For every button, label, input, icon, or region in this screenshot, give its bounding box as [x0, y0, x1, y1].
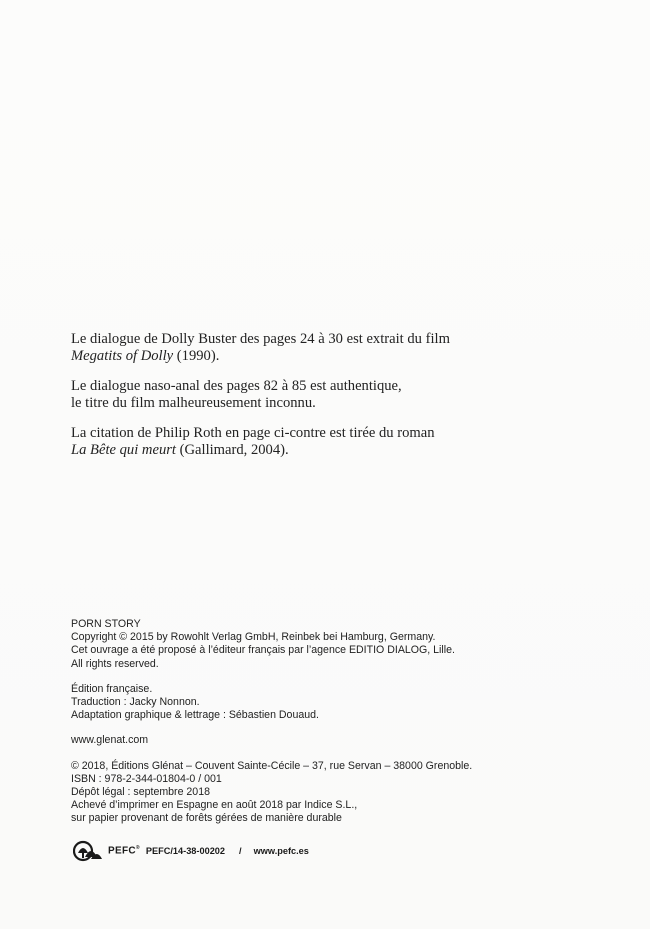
credit-note-line: le titre du film malheureusement inconnu.	[71, 395, 316, 411]
publisher-website-link[interactable]: www.glenat.com	[71, 734, 149, 747]
edition-group	[71, 683, 631, 723]
pefc-separator: /	[239, 846, 242, 856]
credit-note-line: Le dialogue naso-anal des pages 82 à 85 est authentique,	[71, 378, 402, 394]
adaptation-line: Adaptation graphique & lettrage : Sébastien Douaud.	[71, 709, 319, 722]
paper-line: sur papier provenant de forêts gérées de manière durable	[71, 812, 342, 825]
credit-note-line: La citation de Philip Roth en page ci-contre est tirée du roman	[71, 425, 435, 441]
pefc-brand	[108, 845, 140, 856]
website-group	[71, 734, 631, 747]
novel-publisher: (Gallimard, 2004).	[175, 442, 289, 458]
edition-line: Édition française.	[71, 682, 153, 695]
film-year: (1990).	[173, 348, 220, 364]
film-title: Megatits of Dolly	[71, 348, 174, 364]
copyright-group	[71, 618, 631, 671]
legal-deposit-line: Dépôt légal : septembre 2018	[71, 786, 210, 799]
pefc-brand-text: PEFC	[108, 845, 136, 857]
imprint-block	[71, 618, 631, 838]
credit-note-line	[71, 348, 591, 365]
credit-note-dolly	[71, 331, 591, 365]
pefc-website-link[interactable]: www.pefc.es	[253, 846, 309, 856]
pefc-code: PEFC/14-38-00202	[145, 846, 226, 856]
pefc-registered-mark: ®	[135, 845, 140, 852]
credits-notes	[71, 331, 591, 472]
copyright-line: Copyright © 2015 by Rowohlt Verlag GmbH, Reinbek bei Hamburg, Germany.	[71, 631, 436, 644]
isbn-line: ISBN : 978-2-344-01804-0 / 001	[71, 772, 222, 785]
credit-note-roth	[71, 425, 591, 459]
book-title: PORN STORY	[71, 618, 141, 630]
publisher-address-line: © 2018, Éditions Glénat – Couvent Sainte-Cécile – 37, rue Servan – 38000 Grenoble.	[71, 759, 473, 772]
rights-line: All rights reserved.	[71, 657, 159, 670]
legal-group	[71, 760, 631, 826]
pefc-tree-logo-icon	[73, 839, 103, 863]
credit-note-line: Le dialogue de Dolly Buster des pages 24 à 30 est extrait du film	[71, 331, 450, 347]
credit-note-naso-anal	[71, 378, 591, 412]
credit-note-line	[71, 442, 591, 459]
novel-title: La Bête qui meurt	[71, 442, 176, 458]
pefc-certification	[73, 838, 309, 864]
agency-line: Cet ouvrage a été proposé à l’éditeur français par l’agence EDITIO DIALOG, Lille.	[71, 644, 455, 657]
translation-line: Traduction : Jacky Nonnon.	[71, 696, 200, 709]
printer-line: Achevé d’imprimer en Espagne en août 2018 par Indice S.L.,	[71, 799, 358, 812]
